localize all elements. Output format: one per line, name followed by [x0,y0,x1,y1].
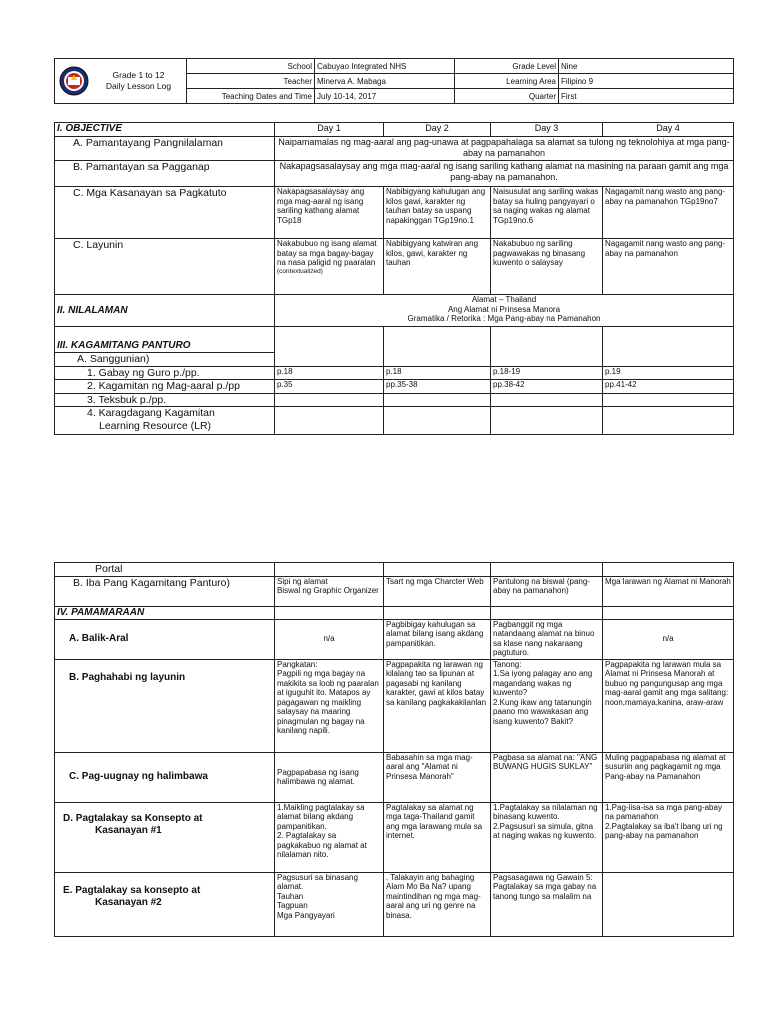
row-c-day4: Nagagamit nang wasto ang pang-abay na pamanahon TGp19no7 [603,187,734,239]
dates-value: July 10-14, 2017 [315,89,455,104]
school-value: Cabuyao Integrated NHS [315,59,455,74]
row-layunin-day1 [275,239,384,295]
e-day1: Pagsusuri sa binasang alamat. Tauhan Tagpuan Mga Pangyayari [275,872,384,936]
paghahabi-day2: Pagpapakita ng larawan ng kilalang tao sa lipunan at pagasabi ng kanilang karakter, gawi at kilos batay sa kanilang pagkakakilanlan [384,659,491,752]
row-a-value: Naipamamalas ng mag-aaral ang pag-unawa at pagpapahalaga sa alamat sa tulong ng teknolohiya at mga pang-abay na pamanahon [275,137,734,161]
karagdagan-label-line2: Learning Resource (LR) [99,419,212,432]
portal-label: Portal [55,563,275,577]
balik-aral-label: A. Balik-Aral [55,619,275,659]
row-b-label: B. Pamantayan sa Pagganap [55,161,275,187]
row-layunin-day4: Nagagamit nang wasto ang pang-abay na pamanahon [603,239,734,295]
balik-day1: n/a [275,619,384,659]
log-title-line1: Grade 1 to 12 [112,70,165,80]
teacher-value: Minerva A. Mabaga [315,74,455,89]
karagdagan-label [55,407,275,435]
kagamitan-mag-day3: pp.38-42 [491,380,603,394]
gabay-label: 1. Gabay ng Guro p./pp. [55,366,275,380]
pag-uugnay-day2: Babasahin sa mga mag-aaral ang "Alamat ni Prinsesa Manorah" [384,752,491,802]
pag-uugnay-day1: Pagpapabasa ng isang halimbawa ng alamat. [275,752,384,802]
kagamitan-mag-day4: pp.41-42 [603,380,734,394]
d-day2: Pagtalakay sa alamat ng mga taga-Thailand gamit ang mga larawang mula sa internet. [384,802,491,872]
lesson-table-2 [54,562,734,937]
d-day3: 1.Pagtalakay sa nilalaman ng binasang kuwento. 2.Pagsusuri sa simula, gitna at naging wakas ng kuwento. [491,802,603,872]
iba-day2: Tsart ng mga Charcter Web [384,576,491,606]
pag-uugnay-label: C. Pag-uugnay ng halimbawa [55,752,275,802]
pag-uugnay-day3: Pagbasa sa alamat na: "ANG BUWANG HUGIS SUKLAY" [491,752,603,802]
teacher-label: Teacher [187,74,315,89]
e-day4 [603,872,734,936]
row-a-label: A. Pamantayang Pangnilalaman [55,137,275,161]
area-value: Filipino 9 [559,74,734,89]
e-label-line1: E. Pagtalakay sa konsepto at [63,884,201,896]
quarter-label: Quarter [455,89,559,104]
iba-label: B. Iba Pang Kagamitang Panturo) [55,576,275,606]
dates-label: Teaching Dates and Time [187,89,315,104]
row-c-label: C. Mga Kasanayan sa Pagkatuto [55,187,275,239]
balik-day3: Pagbanggit ng mga natandaang alamat na binuo sa klase nang nakaraang pagtuturo. [491,619,603,659]
d-day4: 1.Pag-iisa-isa sa mga pang-abay na pamanahon 2.Pagtalakay sa iba't ibang uri ng pang-abay na pamanahon [603,802,734,872]
log-title-line2: Daily Lesson Log [105,81,172,91]
day-3-header: Day 3 [491,123,603,137]
d-label-line1: D. Pagtalakay sa Konsepto at [63,812,203,824]
kagamitan-mag-label: 2. Kagamitan ng Mag-aaral p./pp [55,380,275,394]
iba-day4: Mga larawan ng Alamat ni Manorah [603,576,734,606]
quarter-value: First [559,89,734,104]
e-day3: Pagsasagawa ng Gawain 5: Pagtalakay sa mga gabay na tanong tungo sa malalim na [491,872,603,936]
iba-day1: Sipi ng alamat Biswal ng Graphic Organizer [275,576,384,606]
nilalaman-content [275,295,734,327]
d-label [55,802,275,872]
d-day1: 1.Maikling pagtalakay sa alamat bilang akdang pampanitikan. 2. Pagtalakay sa pagkakabuo ng alamat at nilalaman nito. [275,802,384,872]
day-1-header: Day 1 [275,123,384,137]
e-day2: . Talakayin ang bahaging Alam Mo Ba Na? upang maintindihan ng mga mag-aaral ang uri ng genre na binasa. [384,872,491,936]
row-c-day3: Naisusulat ang sariling wakas batay sa huling pangyayari o sa naging wakas ng alamat TGp19no.6 [491,187,603,239]
grade-label: Grade Level [455,59,559,74]
paghahabi-label: B. Paghahabi ng layunin [55,659,275,752]
nilalaman-line-3: Gramatika / Retorika : Mga Pang-abay na Pamanahon [407,314,601,323]
nilalaman-line-2: Ang Alamat ni Prinsesa Manora [447,304,561,314]
teksbuk-label: 3. Teksbuk p./pp. [55,393,275,407]
pag-uugnay-day4: Muling pagpapabasa ng alamat at susuriin ang pagkagamit ng mga Pang-abay na Pamanahon [603,752,734,802]
layunin-day1-text: Nakabubuo ng isang alamat batay sa mga bagay-bagay na nasa paligid ng paaralan [277,239,377,267]
pamamaraan-heading: IV. PAMAMARAAN [55,606,275,619]
grade-value: Nine [559,59,734,74]
kagamitan-mag-day2: pp.35-38 [384,380,491,394]
e-label-line2: Kasanayan #2 [95,896,162,908]
e-label [55,872,275,936]
d-label-line2: Kasanayan #1 [95,824,162,836]
sanggunian-label: A. Sanggunian) [55,353,275,367]
row-layunin-day2: Nabibigyang katwiran ang kilos, gawi, karakter ng tauhan [384,239,491,295]
area-label: Learning Area [455,74,559,89]
lesson-table-1 [54,122,734,435]
nilalaman-line-1: Alamat – Thailand [471,295,537,304]
row-layunin-day3: Nakabubuo ng sariling pagwawakas ng binasang kuwento o salaysay [491,239,603,295]
balik-day2: Pagbibigay kahulugan sa alamat bilang isang akdang pampanitikan. [384,619,491,659]
row-c-day2: Nabibigyang kahulugan ang kilos gawi, karakter ng tauhan batay sa uspang napakinggan TGp19no.1 [384,187,491,239]
gabay-day4: p.19 [603,366,734,380]
contextualized-note: (contextualized) [277,267,323,275]
school-label: School [187,59,315,74]
kagamitan-mag-day1: p.35 [275,380,384,394]
gabay-day2: p.18 [384,366,491,380]
row-c-day1: Nakapagsasalaysay ang mga mag-aaral ng isang sariling kathang alamat TGp18 [275,187,384,239]
logo-cell [55,59,187,104]
day-4-header: Day 4 [603,123,734,137]
day-2-header: Day 2 [384,123,491,137]
nilalaman-heading: II. NILALAMAN [55,295,275,327]
kagamitan-heading: III. KAGAMITANG PANTURO [55,327,275,353]
gabay-day1: p.18 [275,366,384,380]
header-table [54,58,734,104]
paghahabi-day4: Pagpapakita ng larawan mula sa Alamat ni Prinsesa Manorah at bubuo ng pangungusap ang mga mag-aaral gamit ang mga salitang: noon,mamaya,kanina, araw-araw [603,659,734,752]
row-layunin-label: C. Layunin [55,239,275,295]
karagdagan-label-line1: 4. Karagdagang Kagamitan [87,407,215,419]
iba-day3: Pantulong na biswal (pang-abay na pamanahon) [491,576,603,606]
objective-heading: I. OBJECTIVE [55,123,275,137]
paghahabi-day1: Pangkatan: Pagpili ng mga bagay na makikita sa loob ng paaralan at iguguhit ito. Matapos ay pagagawan ng maikling salaysay na maaring pinagmulan ng bagay na kanilang napili. [275,659,384,752]
deped-seal-icon [59,66,89,96]
balik-day4: n/a [603,619,734,659]
row-b-value: Nakapagsasalaysay ang mga mag-aaral ng isang sariling kathang alamat na masining na paraan gamit ang mga pang-abay na pamanahon. [275,161,734,187]
paghahabi-day3: Tanong: 1.Sa iyong palagay ano ang magandang wakas ng kuwento? 2.Kung ikaw ang tatanungin paano mo wawakasan ang isang kuwento? Bakit? [491,659,603,752]
gabay-day3: p.18-19 [491,366,603,380]
